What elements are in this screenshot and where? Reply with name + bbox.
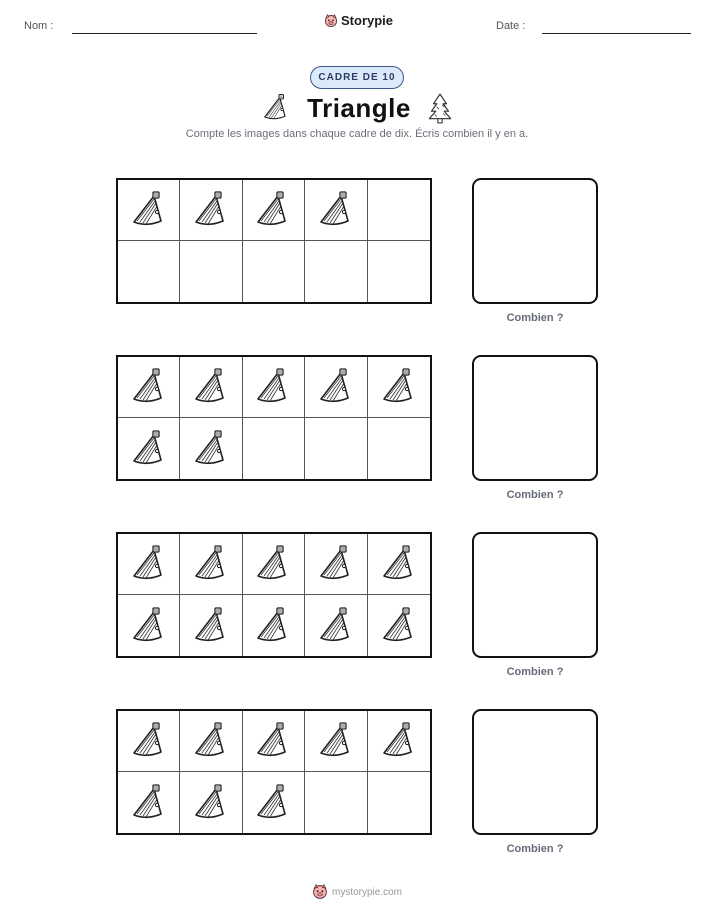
- triangle-instrument-icon: [191, 721, 231, 761]
- frame-cell: [368, 180, 430, 241]
- frame-cell: [243, 772, 305, 833]
- frame-cell: [368, 241, 430, 302]
- answer-label: Combien ?: [506, 312, 564, 324]
- triangle-instrument-icon: [129, 783, 169, 823]
- brand-logo: [324, 13, 393, 28]
- triangle-instrument-icon: [316, 367, 356, 407]
- frame-cell: [180, 772, 242, 833]
- frame-cell: [243, 534, 305, 595]
- triangle-instrument-icon: [253, 190, 293, 230]
- name-label: Nom :: [24, 20, 54, 32]
- triangle-instrument-icon: [253, 606, 293, 646]
- frame-cell: [368, 595, 430, 656]
- pig-mascot-icon: [312, 884, 328, 900]
- triangle-instrument-icon: [191, 544, 231, 584]
- frame-cell: [180, 418, 242, 479]
- ten-frame: [116, 709, 432, 835]
- ten-frame: [116, 178, 432, 304]
- frame-cell: [243, 418, 305, 479]
- frame-cell: [118, 711, 180, 772]
- triangle-instrument-icon: [191, 606, 231, 646]
- frame-cell: [243, 180, 305, 241]
- triangle-instrument-icon: [253, 544, 293, 584]
- frame-cell: [368, 711, 430, 772]
- triangle-instrument-icon: [191, 429, 231, 469]
- answer-box[interactable]: [472, 355, 598, 481]
- triangle-instrument-icon: [379, 544, 419, 584]
- frame-cell: [305, 180, 367, 241]
- section-badge: CADRE DE 10: [310, 66, 404, 89]
- frame-cell: [180, 711, 242, 772]
- ten-frame: [116, 355, 432, 481]
- triangle-instrument-icon: [129, 190, 169, 230]
- frame-cell: [368, 357, 430, 418]
- title-row: [0, 90, 714, 126]
- triangle-instrument-icon: [129, 429, 169, 469]
- frame-cell: [305, 772, 367, 833]
- triangle-instrument-icon: [129, 721, 169, 761]
- answer-label: Combien ?: [506, 489, 564, 501]
- instructions: Compte les images dans chaque cadre de dix. Écris combien il y en a.: [185, 128, 529, 140]
- frame-cell: [243, 711, 305, 772]
- frame-cell: [368, 772, 430, 833]
- triangle-instrument-icon: [191, 367, 231, 407]
- christmas-tree-icon: [427, 92, 453, 124]
- triangle-instrument-icon: [316, 606, 356, 646]
- answer-box[interactable]: [472, 532, 598, 658]
- frame-cell: [180, 534, 242, 595]
- frame-cell: [118, 595, 180, 656]
- triangle-instrument-icon: [253, 783, 293, 823]
- triangle-instrument-icon: [379, 367, 419, 407]
- frame-cell: [305, 418, 367, 479]
- frame-cell: [305, 711, 367, 772]
- answer-label: Combien ?: [506, 843, 564, 855]
- triangle-instrument-icon: [316, 544, 356, 584]
- page-title: Triangle: [307, 92, 411, 123]
- frame-cell: [180, 241, 242, 302]
- frame-cell: [118, 241, 180, 302]
- frame-cell: [118, 772, 180, 833]
- answer-box[interactable]: [472, 178, 598, 304]
- triangle-instrument-icon: [253, 367, 293, 407]
- triangle-instrument-icon: [191, 783, 231, 823]
- pig-mascot-icon: [324, 14, 338, 28]
- frame-cell: [368, 418, 430, 479]
- frame-cell: [180, 595, 242, 656]
- triangle-instrument-icon: [316, 721, 356, 761]
- date-input-line[interactable]: [542, 33, 691, 34]
- footer: [0, 884, 714, 900]
- triangle-instrument-icon: [129, 367, 169, 407]
- frame-cell: [118, 180, 180, 241]
- brand-name: Storypie: [341, 13, 394, 28]
- frame-cell: [305, 595, 367, 656]
- footer-url: mystorypie.com: [331, 886, 402, 898]
- frame-cell: [243, 241, 305, 302]
- frame-cell: [118, 418, 180, 479]
- name-input-line[interactable]: [72, 33, 257, 34]
- triangle-instrument-icon: [316, 190, 356, 230]
- triangle-instrument-icon: [191, 190, 231, 230]
- triangle-instrument-icon: [379, 606, 419, 646]
- frame-cell: [368, 534, 430, 595]
- frame-cell: [118, 534, 180, 595]
- answer-label: Combien ?: [506, 666, 564, 678]
- date-label: Date :: [496, 20, 526, 32]
- triangle-instrument-icon: [379, 721, 419, 761]
- frame-cell: [243, 357, 305, 418]
- frame-cell: [305, 357, 367, 418]
- triangle-instrument-icon: [253, 721, 293, 761]
- frame-cell: [305, 241, 367, 302]
- ten-frame: [116, 532, 432, 658]
- answer-box[interactable]: [472, 709, 598, 835]
- frame-cell: [243, 595, 305, 656]
- triangle-instrument-icon: [129, 606, 169, 646]
- frame-cell: [180, 357, 242, 418]
- triangle-instrument-icon: [261, 93, 291, 123]
- frame-cell: [118, 357, 180, 418]
- frame-cell: [180, 180, 242, 241]
- frame-cell: [305, 534, 367, 595]
- triangle-instrument-icon: [129, 544, 169, 584]
